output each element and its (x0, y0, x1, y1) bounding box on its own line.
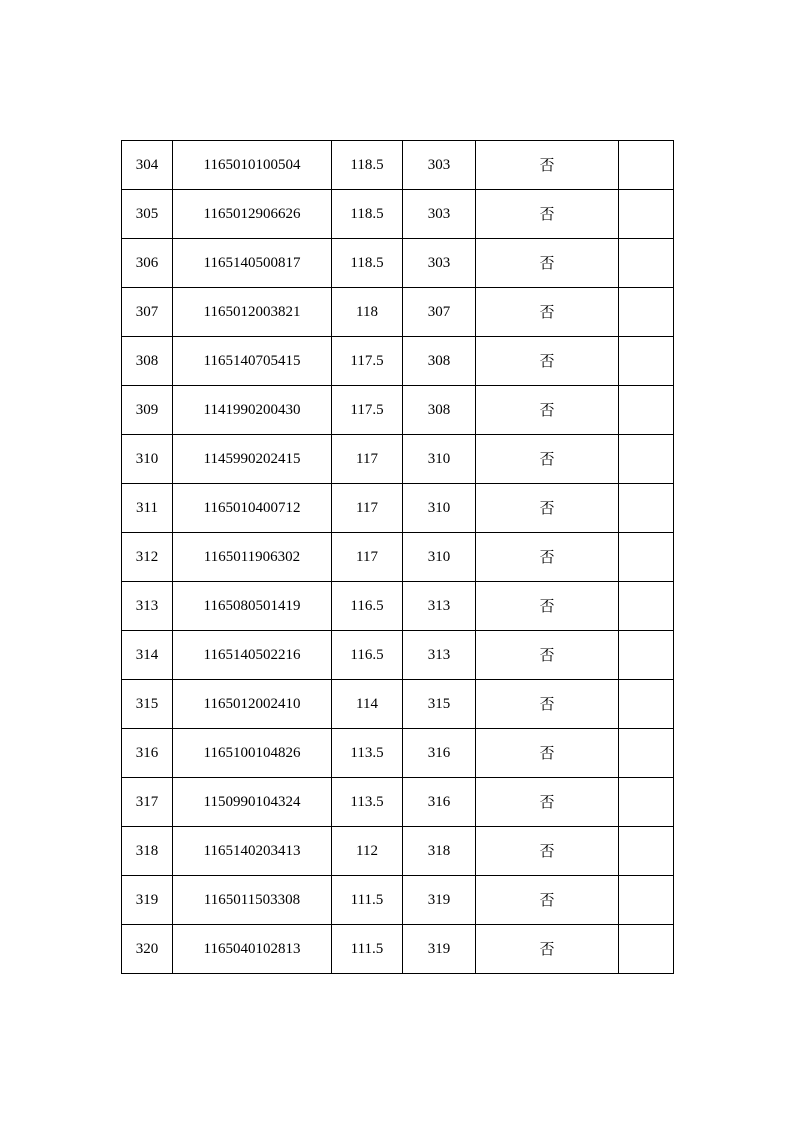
serial-number-cell: 308 (122, 337, 173, 386)
note-cell (619, 680, 674, 729)
candidate-id-cell: 1165012003821 (173, 288, 332, 337)
flag-cell: 否 (476, 582, 619, 631)
flag-cell: 否 (476, 337, 619, 386)
table-row (122, 435, 674, 484)
table-row (122, 680, 674, 729)
serial-number-cell: 310 (122, 435, 173, 484)
table-row (122, 876, 674, 925)
rank-cell: 316 (403, 729, 476, 778)
serial-number-cell: 312 (122, 533, 173, 582)
serial-number-cell: 305 (122, 190, 173, 239)
candidate-id-cell: 1165140502216 (173, 631, 332, 680)
table-row (122, 484, 674, 533)
rank-cell: 307 (403, 288, 476, 337)
note-cell (619, 484, 674, 533)
flag-cell: 否 (476, 484, 619, 533)
rank-cell: 308 (403, 337, 476, 386)
rank-cell: 318 (403, 827, 476, 876)
score-cell: 117 (332, 484, 403, 533)
candidate-id-cell: 1165040102813 (173, 925, 332, 974)
serial-number-cell: 319 (122, 876, 173, 925)
candidate-id-cell: 1165011906302 (173, 533, 332, 582)
serial-number-cell: 316 (122, 729, 173, 778)
note-cell (619, 827, 674, 876)
serial-number-cell: 313 (122, 582, 173, 631)
table-row (122, 827, 674, 876)
flag-cell: 否 (476, 778, 619, 827)
rank-cell: 319 (403, 925, 476, 974)
serial-number-cell: 318 (122, 827, 173, 876)
note-cell (619, 729, 674, 778)
serial-number-cell: 309 (122, 386, 173, 435)
note-cell (619, 876, 674, 925)
flag-cell: 否 (476, 876, 619, 925)
flag-cell: 否 (476, 239, 619, 288)
score-cell: 118.5 (332, 141, 403, 190)
flag-cell: 否 (476, 190, 619, 239)
table-row (122, 778, 674, 827)
candidate-id-cell: 1165140500817 (173, 239, 332, 288)
table-row (122, 533, 674, 582)
score-cell: 114 (332, 680, 403, 729)
serial-number-cell: 306 (122, 239, 173, 288)
table-row (122, 925, 674, 974)
rank-cell: 303 (403, 190, 476, 239)
note-cell (619, 288, 674, 337)
candidate-id-cell: 1165010400712 (173, 484, 332, 533)
candidate-id-cell: 1165012906626 (173, 190, 332, 239)
table-row (122, 239, 674, 288)
candidate-id-cell: 1165080501419 (173, 582, 332, 631)
note-cell (619, 239, 674, 288)
table-row (122, 729, 674, 778)
flag-cell: 否 (476, 680, 619, 729)
candidate-id-cell: 1141990200430 (173, 386, 332, 435)
score-cell: 117.5 (332, 386, 403, 435)
note-cell (619, 141, 674, 190)
score-cell: 118 (332, 288, 403, 337)
rank-cell: 310 (403, 484, 476, 533)
flag-cell: 否 (476, 288, 619, 337)
table-row (122, 337, 674, 386)
note-cell (619, 337, 674, 386)
candidate-id-cell: 1165012002410 (173, 680, 332, 729)
serial-number-cell: 314 (122, 631, 173, 680)
candidate-id-cell: 1165011503308 (173, 876, 332, 925)
note-cell (619, 435, 674, 484)
table-row (122, 631, 674, 680)
score-cell: 116.5 (332, 582, 403, 631)
score-cell: 118.5 (332, 239, 403, 288)
candidate-id-cell: 1150990104324 (173, 778, 332, 827)
serial-number-cell: 315 (122, 680, 173, 729)
score-cell: 118.5 (332, 190, 403, 239)
note-cell (619, 582, 674, 631)
table-row (122, 288, 674, 337)
rank-cell: 310 (403, 435, 476, 484)
flag-cell: 否 (476, 925, 619, 974)
rank-cell: 308 (403, 386, 476, 435)
flag-cell: 否 (476, 729, 619, 778)
results-table (121, 140, 674, 974)
note-cell (619, 386, 674, 435)
rank-cell: 313 (403, 582, 476, 631)
note-cell (619, 190, 674, 239)
score-cell: 117 (332, 435, 403, 484)
flag-cell: 否 (476, 435, 619, 484)
flag-cell: 否 (476, 631, 619, 680)
flag-cell: 否 (476, 386, 619, 435)
rank-cell: 319 (403, 876, 476, 925)
candidate-id-cell: 1165100104826 (173, 729, 332, 778)
results-table-body (122, 141, 674, 974)
table-row (122, 582, 674, 631)
serial-number-cell: 320 (122, 925, 173, 974)
table-row (122, 190, 674, 239)
flag-cell: 否 (476, 827, 619, 876)
rank-cell: 310 (403, 533, 476, 582)
serial-number-cell: 311 (122, 484, 173, 533)
rank-cell: 313 (403, 631, 476, 680)
rank-cell: 315 (403, 680, 476, 729)
rank-cell: 303 (403, 239, 476, 288)
candidate-id-cell: 1165010100504 (173, 141, 332, 190)
candidate-id-cell: 1145990202415 (173, 435, 332, 484)
score-cell: 113.5 (332, 778, 403, 827)
score-cell: 112 (332, 827, 403, 876)
flag-cell: 否 (476, 533, 619, 582)
serial-number-cell: 304 (122, 141, 173, 190)
candidate-id-cell: 1165140203413 (173, 827, 332, 876)
note-cell (619, 925, 674, 974)
serial-number-cell: 307 (122, 288, 173, 337)
note-cell (619, 533, 674, 582)
score-cell: 116.5 (332, 631, 403, 680)
score-cell: 111.5 (332, 925, 403, 974)
flag-cell: 否 (476, 141, 619, 190)
note-cell (619, 631, 674, 680)
serial-number-cell: 317 (122, 778, 173, 827)
rank-cell: 303 (403, 141, 476, 190)
candidate-id-cell: 1165140705415 (173, 337, 332, 386)
score-cell: 113.5 (332, 729, 403, 778)
rank-cell: 316 (403, 778, 476, 827)
score-cell: 111.5 (332, 876, 403, 925)
table-row (122, 141, 674, 190)
note-cell (619, 778, 674, 827)
table-row (122, 386, 674, 435)
score-cell: 117.5 (332, 337, 403, 386)
score-cell: 117 (332, 533, 403, 582)
